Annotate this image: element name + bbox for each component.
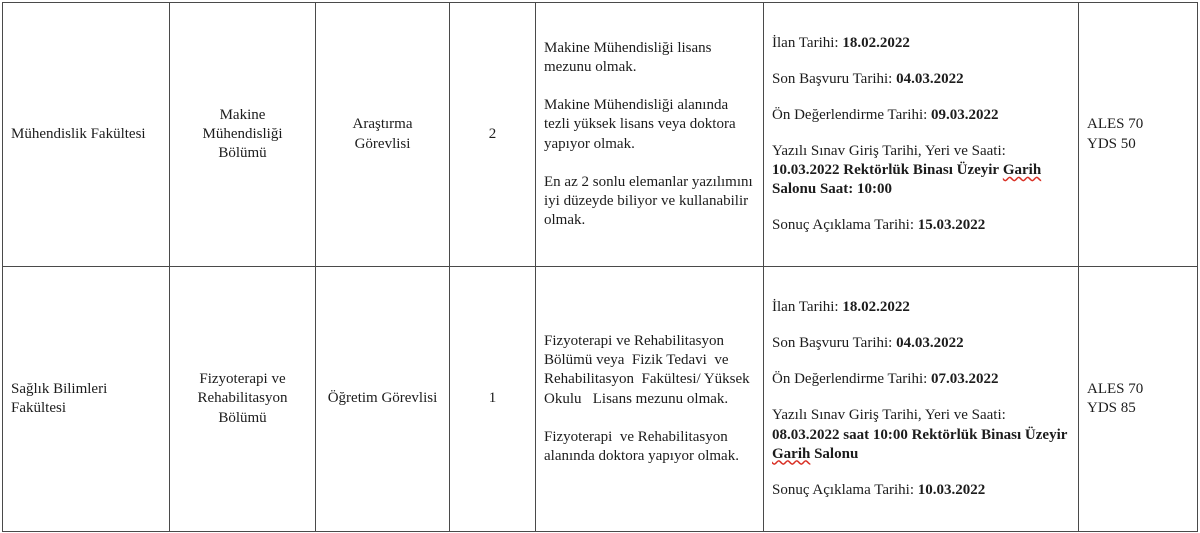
- result-date-line: [772, 216, 1070, 235]
- date-value: 15.03.2022: [917, 217, 986, 234]
- exam-detail: 10.03.2022 Rektörlük Binası Üzeyir: [772, 162, 1000, 179]
- department-name: Fizyoterapi ve Rehabilitasyon Bölümü: [197, 371, 288, 426]
- quota-cell: [450, 3, 536, 267]
- application-deadline-line: [772, 334, 1070, 353]
- requirement-paragraph: Makine Mühendisliği alanında tezli yüksek lisans veya doktora yapıyor olmak.: [544, 97, 740, 152]
- application-deadline-line: [772, 70, 1070, 89]
- department-name: Makine Mühendisliği Bölümü: [202, 106, 283, 162]
- faculty-cell: [3, 267, 170, 532]
- exam-date-line: [772, 142, 1070, 199]
- dates-cell: [764, 3, 1079, 267]
- quota-value: 1: [488, 390, 497, 407]
- position-title: Öğretim Görevlisi: [327, 390, 438, 407]
- department-cell: [170, 3, 316, 267]
- requirements-cell: [536, 3, 764, 267]
- requirement-paragraph: Fizyoterapi ve Rehabilitasyon Bölümü veya Fizik Tedavi ve Rehabilitasyon Fakültesi/ Yüksek Okulu Lisans mezunu olmak.: [544, 333, 754, 407]
- table-row: [3, 267, 1198, 532]
- position-title: Araştırma Görevlisi: [352, 116, 413, 152]
- requirement-paragraph: En az 2 sonlu elemanlar yazılımını iyi düzeyde biliyor ve kullanabilir olmak.: [544, 173, 757, 228]
- ales-score: ALES 70: [1087, 380, 1144, 397]
- date-value: 04.03.2022: [896, 70, 964, 87]
- position-cell: [316, 267, 450, 532]
- table-row: [3, 3, 1198, 267]
- date-value: 10.03.2022: [917, 481, 986, 498]
- department-cell: [170, 267, 316, 532]
- date-value: 18.02.2022: [842, 299, 910, 316]
- exam-detail: Salonu: [814, 445, 859, 462]
- exam-detail: 08.03.2022 saat 10:00 Rektörlük Binası Üzeyir: [772, 426, 1068, 443]
- date-value: 07.03.2022: [931, 371, 999, 388]
- requirements-cell: [536, 267, 764, 532]
- announcement-date-line: [772, 34, 1070, 53]
- dates-cell: [764, 267, 1079, 532]
- exam-date-line: [772, 406, 1070, 463]
- date-label: Yazılı Sınav Giriş Tarihi, Yeri ve Saati:: [772, 142, 1006, 159]
- ales-score: ALES 70: [1087, 116, 1144, 133]
- scores-cell: [1079, 267, 1198, 532]
- date-value: 04.03.2022: [896, 335, 964, 352]
- misspelled-word: Garih: [1002, 162, 1042, 179]
- pre-evaluation-date-line: [772, 106, 1070, 125]
- date-label: Ön Değerlendirme Tarihi:: [772, 106, 928, 123]
- quota-cell: [450, 267, 536, 532]
- date-label: Son Başvuru Tarihi:: [772, 70, 893, 87]
- requirement-paragraph: Makine Mühendisliği lisans mezunu olmak.: [544, 40, 716, 76]
- date-label: İlan Tarihi:: [772, 299, 839, 316]
- date-label: Sonuç Açıklama Tarihi:: [772, 217, 914, 234]
- misspelled-word: Garih: [772, 445, 811, 462]
- date-value: 18.02.2022: [842, 34, 910, 51]
- pre-evaluation-date-line: [772, 370, 1070, 389]
- announcement-table: [2, 2, 1198, 532]
- quota-value: 2: [488, 125, 497, 142]
- date-label: Ön Değerlendirme Tarihi:: [772, 371, 928, 388]
- date-value: 09.03.2022: [931, 106, 999, 123]
- result-date-line: [772, 481, 1070, 500]
- date-label: Son Başvuru Tarihi:: [772, 335, 893, 352]
- date-label: İlan Tarihi:: [772, 34, 839, 51]
- faculty-name: Mühendislik Fakültesi: [11, 125, 146, 142]
- scores-cell: [1079, 3, 1198, 267]
- position-cell: [316, 3, 450, 267]
- exam-detail: Salonu Saat: 10:00: [772, 181, 893, 198]
- requirement-paragraph: Fizyoterapi ve Rehabilitasyon alanında doktora yapıyor olmak.: [544, 428, 739, 464]
- date-label: Sonuç Açıklama Tarihi:: [772, 481, 914, 498]
- yds-score: YDS 85: [1087, 400, 1136, 416]
- date-label: Yazılı Sınav Giriş Tarihi, Yeri ve Saati:: [772, 407, 1006, 424]
- yds-score: YDS 50: [1087, 135, 1136, 152]
- faculty-cell: [3, 3, 170, 267]
- faculty-name: Sağlık Bilimleri Fakültesi: [11, 380, 108, 416]
- announcement-date-line: [772, 298, 1070, 317]
